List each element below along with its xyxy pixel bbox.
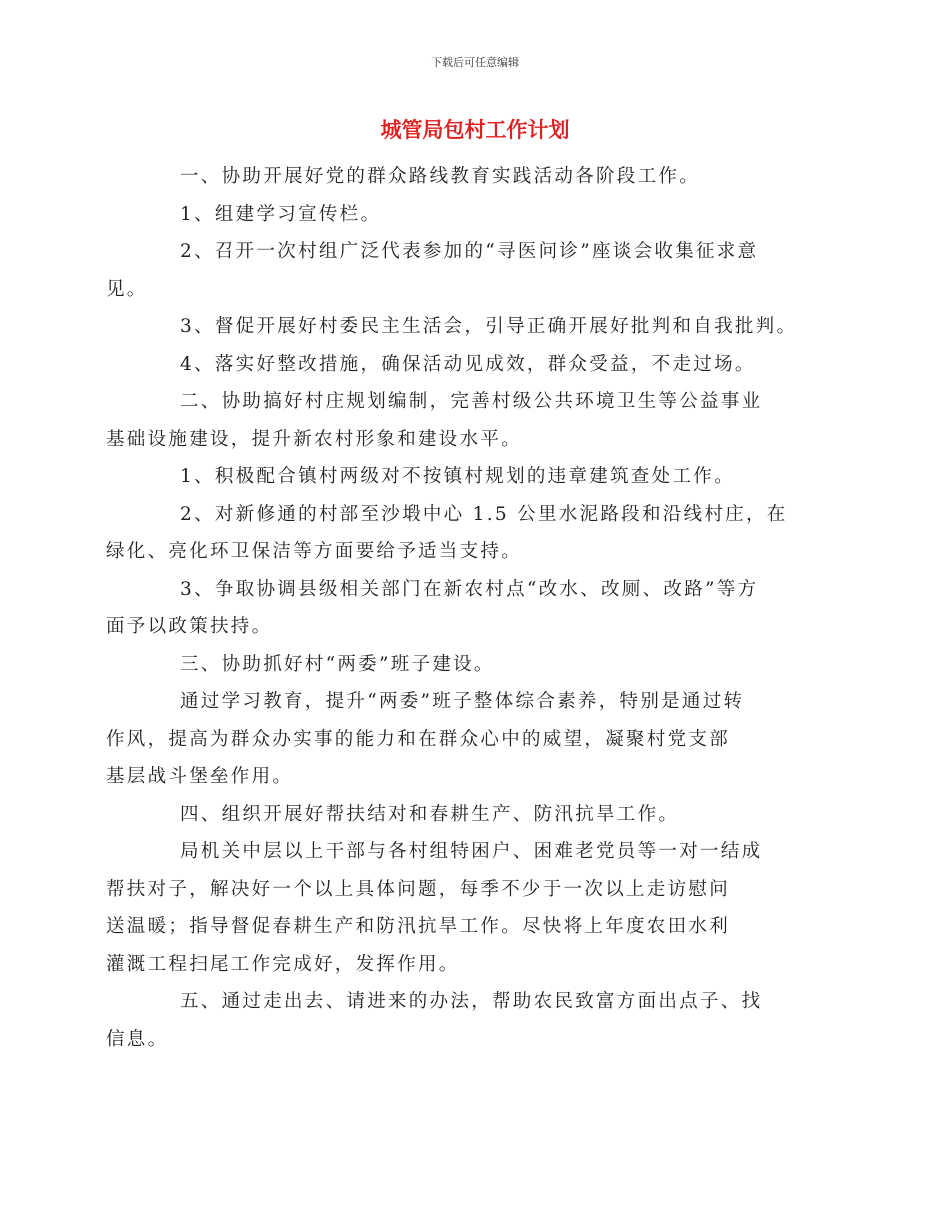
paragraph-line: 3、督促开展好村委民主生活会，引导正确开展好批判和自我批判。 — [180, 316, 798, 337]
paragraph — [143, 458, 815, 496]
paragraph-line: 2、对新修通的村部至沙塅中心 1.5 公里水泥路段和沿线村庄，在 — [180, 503, 788, 525]
paragraph — [143, 346, 815, 384]
paragraph-line: 绿化、亮化环卫保洁等方面要给予适当支持。 — [106, 541, 523, 562]
paragraph-line: 局机关中层以上干部与各村组特困户、困难老党员等一对一结成 — [180, 841, 763, 862]
paragraph-line: 基层战斗堡垒作用。 — [106, 766, 294, 787]
document-title: 城管局包村工作计划 — [380, 118, 570, 142]
document-body — [106, 158, 815, 1058]
paragraph-line: 3、争取协调县级相关部门在新农村点“改水、改厕、改路”等方 — [180, 578, 759, 600]
paragraph — [143, 646, 815, 684]
paragraph — [106, 833, 815, 983]
paragraph-line: 四、组织开展好帮扶结对和春耕生产、防汛抗旱工作。 — [180, 803, 680, 825]
paragraph-line: 灌溉工程扫尾工作完成好，发挥作用。 — [106, 953, 460, 975]
paragraph-line: 二、协助搞好村庄规划编制，完善村级公共环境卫生等公益事业 — [180, 391, 763, 412]
paragraph-line: 1、积极配合镇村两级对不按镇村规划的违章建筑查处工作。 — [180, 466, 735, 487]
paragraph — [143, 796, 815, 834]
paragraph-line: 信息。 — [106, 1028, 169, 1050]
paragraph — [106, 383, 815, 458]
paragraph-line: 送温暖；指导督促春耕生产和防汛抗旱工作。尽快将上年度农田水利 — [106, 916, 731, 937]
paragraph — [143, 196, 815, 234]
paragraph — [106, 683, 815, 796]
paragraph — [106, 571, 815, 646]
paragraph-line: 一、协助开展好党的群众路线教育实践活动各阶段工作。 — [180, 166, 701, 187]
paragraph — [106, 983, 815, 1058]
paragraph-line: 基础设施建设，提升新农村形象和建设水平。 — [106, 428, 523, 450]
paragraph-line: 三、协助抓好村“两委”班子建设。 — [180, 653, 495, 675]
paragraph-line: 2、召开一次村组广泛代表参加的“寻医问诊”座谈会收集征求意 — [180, 241, 759, 262]
paragraph-line: 通过学习教育，提升“两委”班子整体综合素养，特别是通过转 — [180, 691, 745, 712]
paragraph-line: 4、落实好整改措施，确保活动见成效，群众受益，不走过场。 — [180, 353, 756, 375]
paragraph — [106, 233, 815, 308]
paragraph — [143, 308, 815, 346]
paragraph — [143, 158, 815, 196]
paragraph-line: 五、通过走出去、请进来的办法，帮助农民致富方面出点子、找 — [180, 991, 763, 1012]
paragraph-line: 见。 — [106, 278, 148, 300]
paragraph — [106, 496, 815, 571]
paragraph-line: 面予以政策扶持。 — [106, 616, 273, 637]
paragraph-line: 帮扶对子，解决好一个以上具体问题，每季不少于一次以上走访慰问 — [106, 878, 731, 900]
paragraph-line: 1、组建学习宣传栏。 — [180, 203, 382, 225]
page-header-note: 下载后可任意编辑 — [431, 56, 519, 69]
paragraph-line: 作风，提高为群众办实事的能力和在群众心中的威望，凝聚村党支部 — [106, 728, 731, 750]
